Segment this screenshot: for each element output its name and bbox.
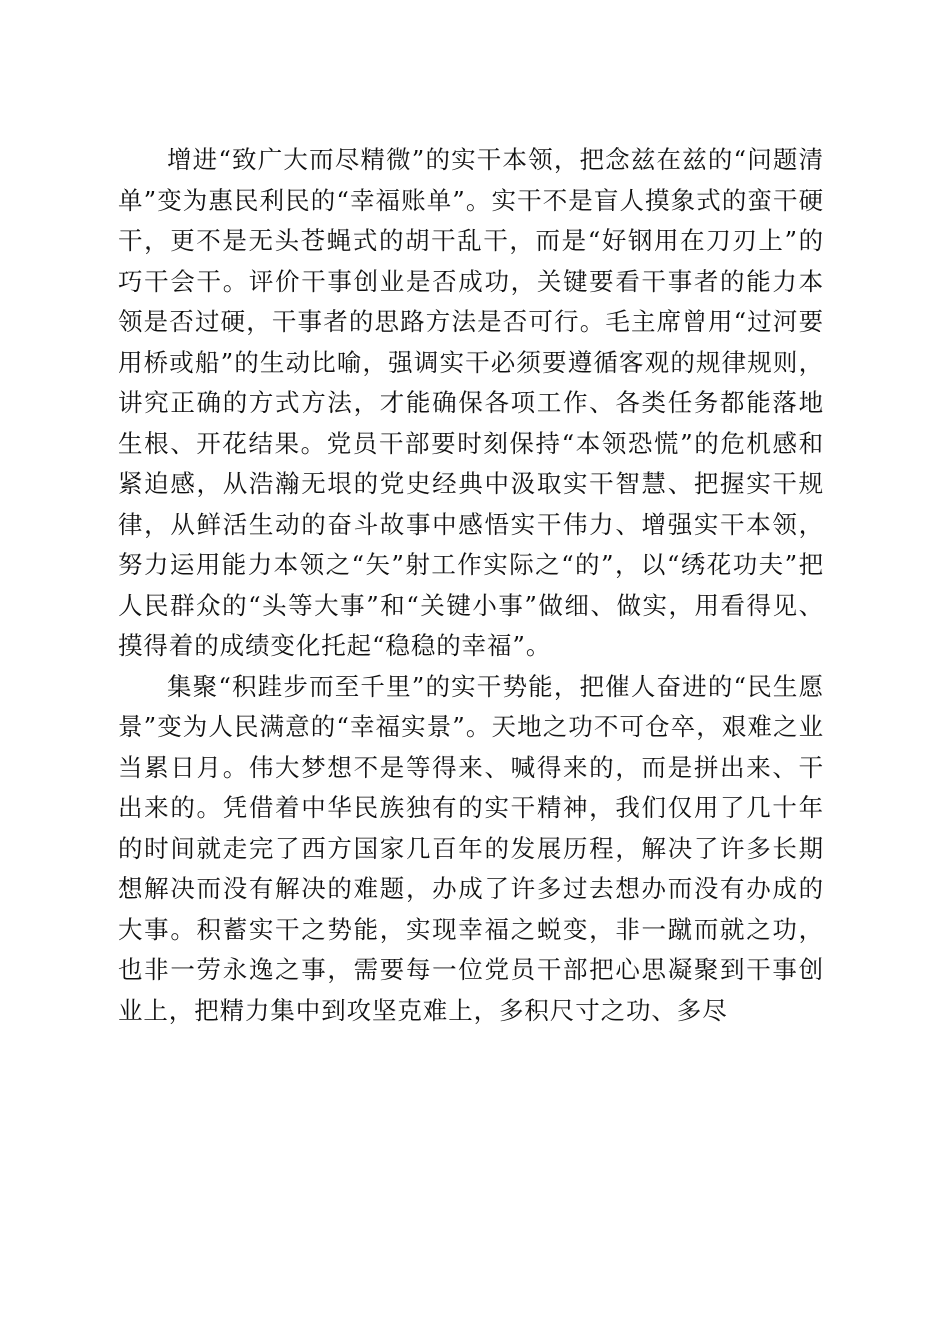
paragraph-1: 增进“致广大而尽精微”的实干本领，把念兹在兹的“问题清单”变为惠民利民的“幸福账单”。实干不是盲人摸象式的蛮干硬干，更不是无头苍蝇式的胡干乱干，而是“好钢用在刀刃上”的巧干会干。评价干事创业是否成功，关键要看干事者的能力本领是否过硬，干事者的思路方法是否可行。毛主席曾用“过河要用桥或船”的生动比喻，强调实干必须要遵循客观的规律规则，讲究正确的方式方法，才能确保各项工作、各类任务都能落地生根、开花结果。党员干部要时刻保持“本领恐慌”的危机感和紧迫感，从浩瀚无垠的党史经典中汲取实干智慧、把握实干规律，从鲜活生动的奋斗故事中感悟实干伟力、增强实干本领，努力运用能力本领之“矢”射工作实际之“的”，以“绣花功夫”把人民群众的“头等大事”和“关键小事”做细、做实，用看得见、摸得着的成绩变化托起“稳稳的幸福”。 [118, 145, 824, 660]
document-page [118, 140, 824, 1031]
paragraph-2: 集聚“积跬步而至千里”的实干势能，把催人奋进的“民生愿景”变为人民满意的“幸福实景”。天地之功不可仓卒，艰难之业当累日月。伟大梦想不是等得来、喊得来的，而是拼出来、干出来的。凭借着中华民族独有的实干精神，我们仅用了几十年的时间就走完了西方国家几百年的发展历程，解决了许多长期想解决而没有解决的难题，办成了许多过去想办而没有办成的大事。积蓄实干之势能，实现幸福之蜕变，非一蹴而就之功，也非一劳永逸之事，需要每一位党员干部把心思凝聚到干事创业上，把精力集中到攻坚克难上，多积尺寸之功、多尽 [118, 671, 824, 1025]
